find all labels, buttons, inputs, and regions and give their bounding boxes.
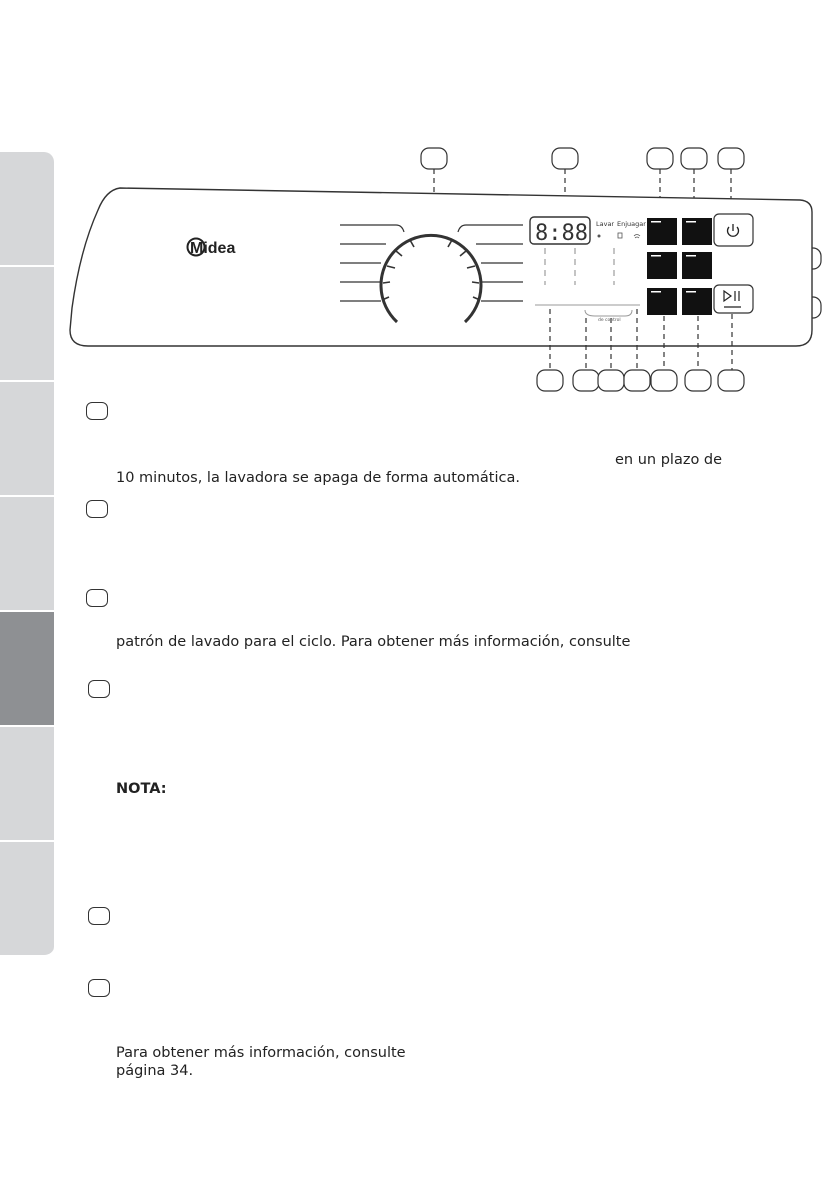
start-pause-button[interactable] [714, 285, 753, 313]
side-tab-4[interactable] [0, 497, 54, 612]
midea-logo [188, 239, 236, 258]
callout-power [718, 148, 744, 169]
display-digits: 8:88 [535, 221, 588, 246]
top-callouts [421, 148, 744, 169]
indicator-wash-label: Lavar [596, 220, 615, 228]
paragraph-6-page-ref: página 34. [116, 1063, 194, 1079]
paragraph-marker-4 [88, 680, 110, 698]
brand-logo-text: Midea [190, 240, 236, 257]
side-tab-6[interactable] [0, 727, 54, 842]
side-tab-5-active[interactable] [0, 612, 54, 727]
paragraph-6-line: Para obtener más información, consulte [116, 1045, 406, 1061]
paragraph-marker-1 [86, 402, 108, 420]
paragraph-1-fragment: en un plazo de [615, 452, 723, 468]
callout-dial [421, 148, 447, 169]
bracket-label: de control [598, 318, 621, 323]
paragraph-marker-6 [88, 979, 110, 997]
power-button[interactable] [714, 214, 753, 246]
paragraph-marker-3 [86, 589, 108, 607]
paragraph-1-line: 10 minutos, la lavadora se apaga de forma automática. [116, 470, 520, 486]
side-tab-7[interactable] [0, 842, 54, 957]
paragraph-3-line: patrón de lavado para el ciclo. Para obtener más información, consulte [116, 634, 631, 650]
paragraph-marker-2 [86, 500, 108, 518]
note-label: NOTA: [116, 781, 167, 797]
digital-display [530, 217, 590, 246]
indicator-rinse-label: Enjuagar [617, 220, 646, 228]
paragraph-marker-5 [88, 907, 110, 925]
callout-btn-a [647, 148, 673, 169]
callout-btn-b [681, 148, 707, 169]
bottom-callouts [537, 370, 744, 391]
control-panel-diagram [0, 140, 838, 400]
callout-display [552, 148, 578, 169]
